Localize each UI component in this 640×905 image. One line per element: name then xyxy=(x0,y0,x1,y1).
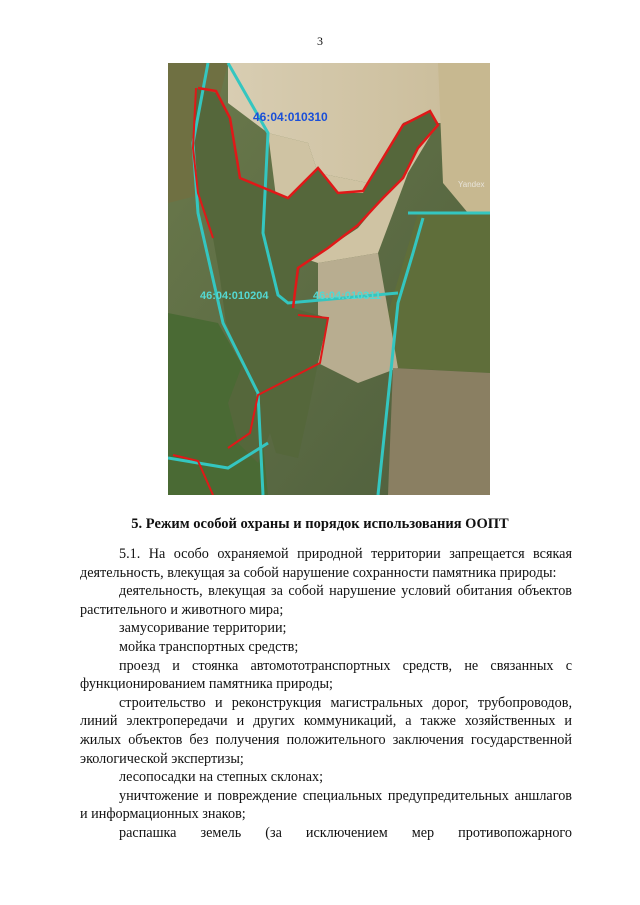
list-item: уничтожение и повреждение специальных предупредительных аншлагов и информационных знаков; xyxy=(80,787,572,823)
map-provider-label: Yandex xyxy=(458,180,485,189)
list-item: лесопосадки на степных склонах; xyxy=(119,769,324,786)
parcel-label-right: 46:04:010311 xyxy=(313,290,381,302)
section-body xyxy=(80,545,572,843)
list-item: деятельность, влекущая за собой нарушение условий обитания объектов растительного и животного мира; xyxy=(80,583,572,618)
list-item: строительство и реконструкция магистральных дорог, трубопроводов, линий электропередачи и других коммуникаций, а также хозяйственных и жилых объектов без получения положительного заключения государственной экологической экспертизы; xyxy=(80,694,572,767)
list-item: замусоривание территории; xyxy=(119,620,287,637)
list-item: распашка земель (за исключением мер противопожарного xyxy=(119,824,572,841)
satellite-map-image xyxy=(168,63,490,495)
list-item: мойка транспортных средств; xyxy=(119,638,299,655)
parcel-label-left: 46:04:010204 xyxy=(200,290,269,302)
list-item: проезд и стоянка автомототранспортных средств, не связанных с функционированием памятника природы; xyxy=(80,657,572,693)
section-heading: 5. Режим особой охраны и порядок использования ООПТ xyxy=(131,516,509,532)
field-bottom-right xyxy=(388,368,490,495)
parcel-label-top: 46:04:010310 xyxy=(253,110,328,124)
paragraph-intro: 5.1. На особо охраняемой природной территории запрещается всякая деятельность, влекущая за собой нарушение сохранности памятника природы: xyxy=(80,546,572,581)
page-number: 3 xyxy=(317,34,323,48)
